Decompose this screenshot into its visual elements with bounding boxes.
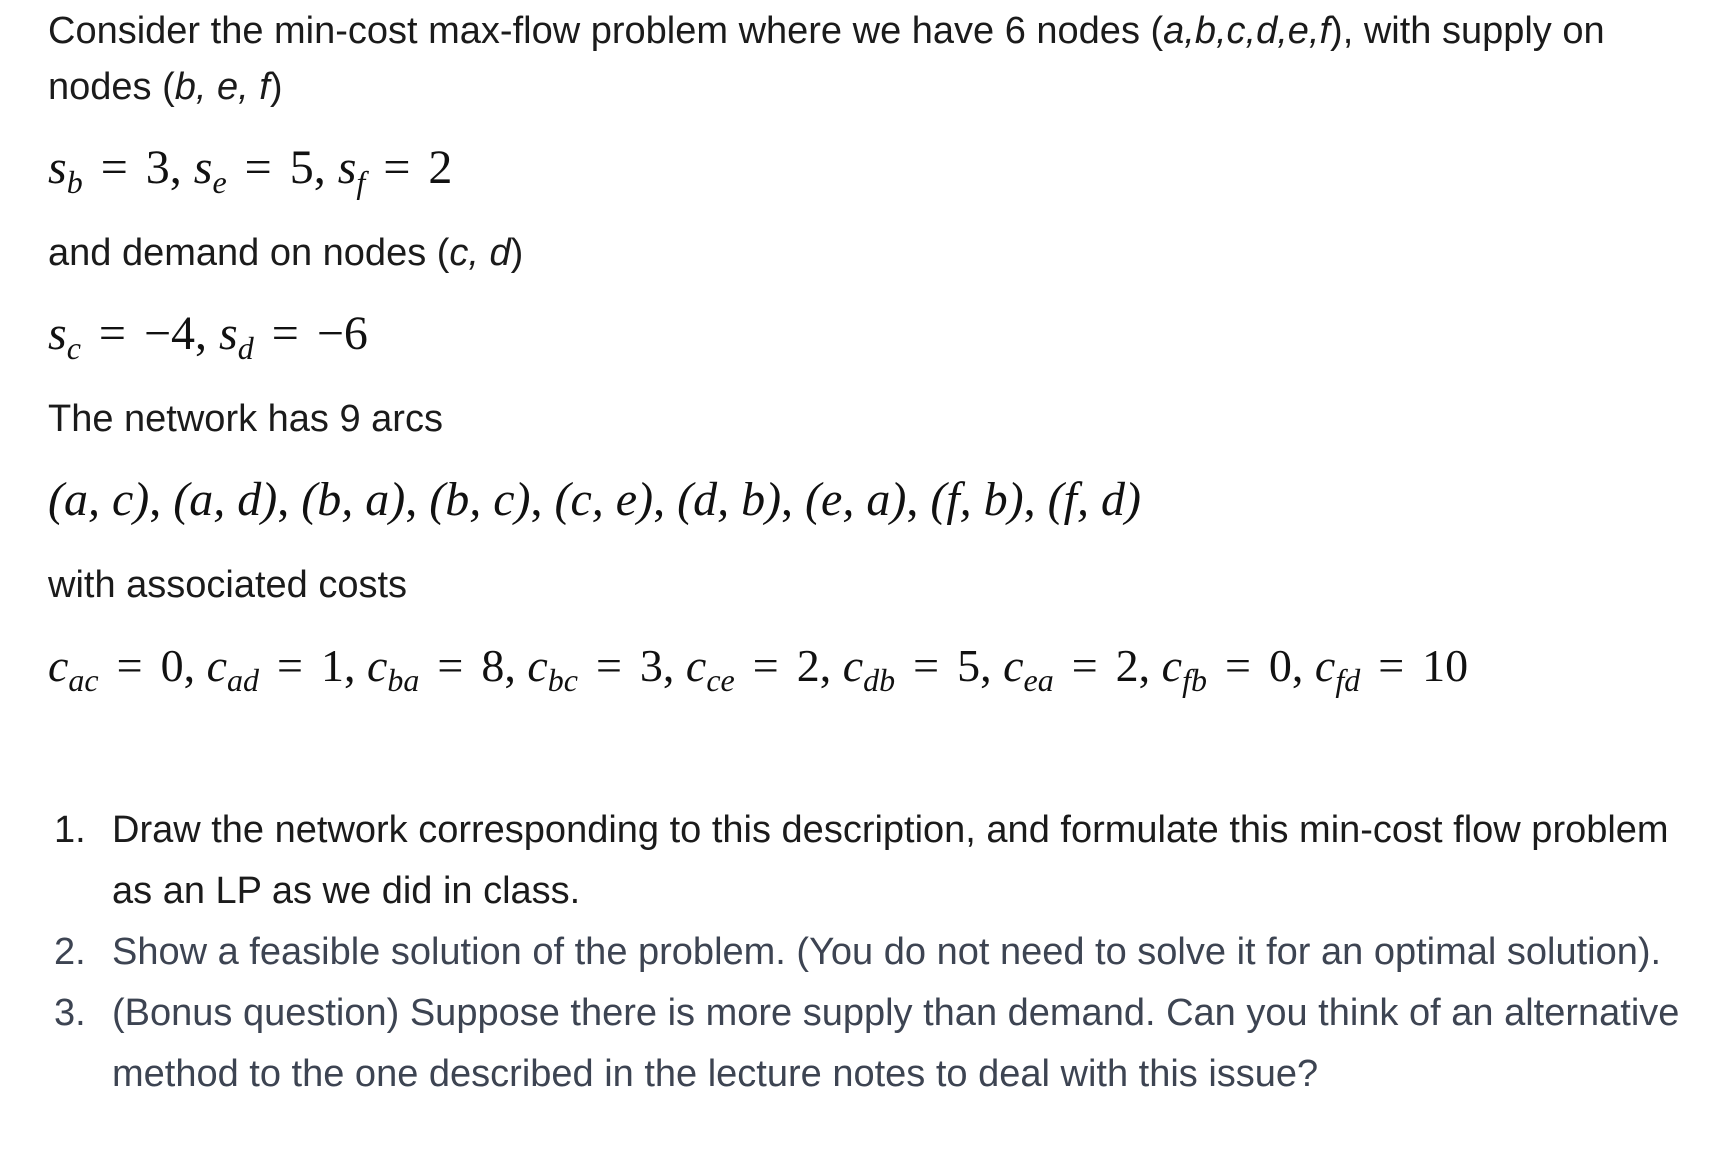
arc-fd: (f, d) <box>1047 473 1141 526</box>
arcs-text: The network has 9 arcs <box>48 398 443 440</box>
arc-ba: (b, a) <box>301 473 406 526</box>
demand-equation: $s_c = -4$, $s_d = -6$ <box>48 307 368 366</box>
arc-ac: (a, c) <box>48 473 150 526</box>
question-list <box>48 800 1692 1105</box>
demand-text: and demand on nodes (c, d) <box>48 232 524 274</box>
supply-nodes: b, e, f <box>174 66 270 108</box>
supply-nodes-close: ) <box>269 66 283 108</box>
arc-bc: (b, c) <box>429 473 531 526</box>
arc-db: (d, b) <box>677 473 782 526</box>
costs-text: with associated costs <box>48 564 408 606</box>
supply-nodes-label: nodes ( <box>48 66 175 108</box>
arc-ce: (c, e) <box>554 473 654 526</box>
intro-nodes: a,b,c,d,e,f <box>1163 10 1331 52</box>
arcs-list: (a, c), (a, d), (b, a), (b, c), (c, e), (d, b), (e, a), (f, b), (f, d) <box>48 473 1141 526</box>
demand-nodes: c, d <box>449 232 511 274</box>
arc-ea: (e, a) <box>805 473 907 526</box>
intro-line-1 <box>48 0 1605 62</box>
costs-equation: $c_{ac} = 0$, $c_{ad} = 1$, $c_{ba} = 8$, $c_{bc} = 3$, $c_{ce} = 2$, $c_{db} = 5$, $c_{ea} = 2$, $c_{fb} = 0$, $c_{fd} = 10$ <box>48 640 1469 698</box>
supply-equation: $s_b = 3$, $s_e = 5$, $s_f = 2$ <box>48 141 453 200</box>
intro-text: Consider the min-cost max-flow problem where we have 6 nodes ( <box>48 10 1164 52</box>
question-1: 1. Draw the network corresponding to this description, and formulate this min-cost flow problem as an LP as we did in class. <box>54 809 1669 912</box>
question-3: 3. (Bonus question) Suppose there is more supply than demand. Can you think of an alternative method to the one described in the lecture notes to deal with this issue? <box>54 992 1680 1095</box>
intro-line-2 <box>48 56 282 118</box>
arc-fb: (f, b) <box>930 473 1024 526</box>
arc-ad: (a, d) <box>173 473 278 526</box>
question-2: 2. Show a feasible solution of the problem. (You do not need to solve it for an optimal solution). <box>54 931 1662 973</box>
intro-end: ), with supply on <box>1330 10 1605 52</box>
